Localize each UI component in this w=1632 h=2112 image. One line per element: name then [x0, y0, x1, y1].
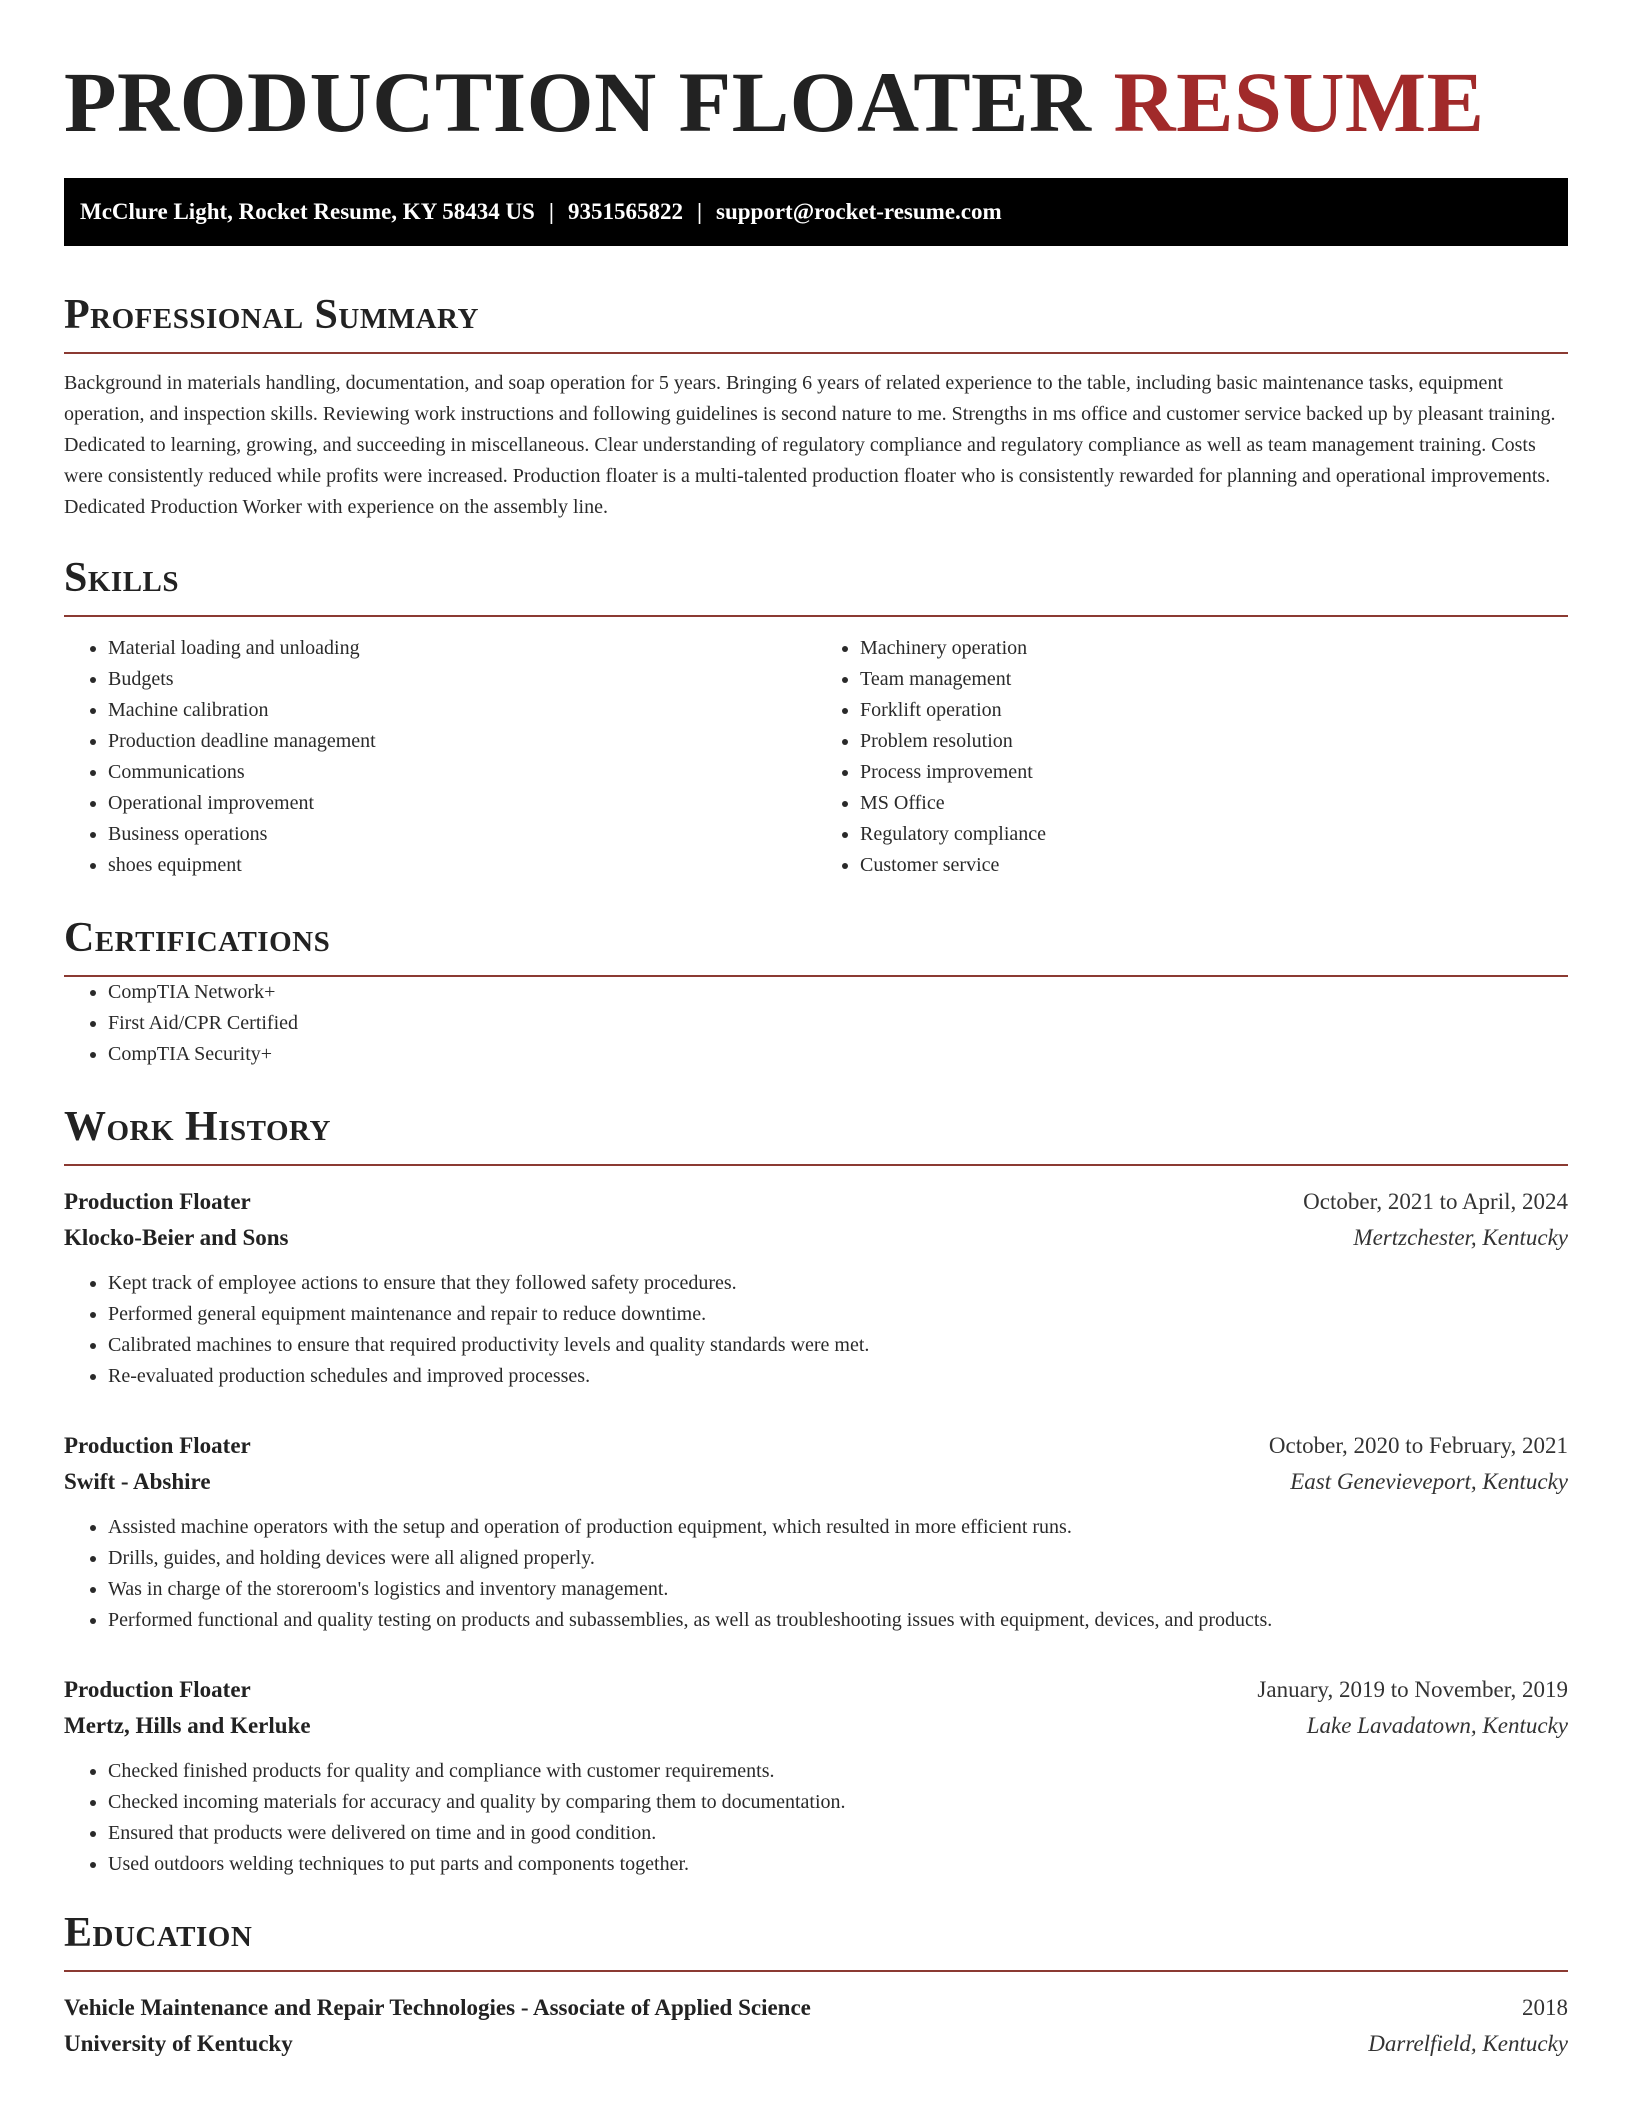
job-location: Mertzchester, Kentucky [1353, 1225, 1568, 1250]
job-dates: October, 2021 to April, 2024 [1303, 1189, 1568, 1214]
job-bullet: • Checked incoming materials for accuracy and quality by comparing them to documentation. [108, 1787, 1568, 1818]
job-title: Production Floater [64, 1677, 251, 1702]
certification-item: • First Aid/CPR Certified [108, 1008, 1568, 1039]
job-entry [64, 1428, 1568, 1636]
skills-heading: Skills [64, 555, 180, 601]
certification-item: • CompTIA Security+ [108, 1039, 1568, 1070]
job-company-row [64, 1220, 1568, 1256]
skills-grid [64, 633, 1568, 881]
skill-item: • Budgets [108, 664, 816, 695]
job-header-row [64, 1428, 1568, 1464]
job-bullet: • Drills, guides, and holding devices were all aligned properly. [108, 1543, 1568, 1574]
skill-item: • Operational improvement [108, 788, 816, 819]
summary-section [64, 290, 1568, 523]
contact-bar [64, 178, 1568, 246]
skills-section [64, 553, 1568, 881]
education-heading: Education [64, 1910, 253, 1956]
education-school: University of Kentucky [64, 2031, 293, 2056]
section-divider [64, 1164, 1568, 1166]
skill-item: • Machine calibration [108, 695, 816, 726]
skill-item: • MS Office [860, 788, 1568, 819]
skill-item: • Forklift operation [860, 695, 1568, 726]
work-history-heading: Work History [64, 1104, 331, 1150]
skill-item: • Process improvement [860, 757, 1568, 788]
job-entry [64, 1672, 1568, 1880]
job-company-row [64, 1708, 1568, 1744]
skill-item: • Communications [108, 757, 816, 788]
job-bullets [64, 1268, 1568, 1392]
education-location: Darrelfield, Kentucky [1368, 2031, 1568, 2056]
job-bullets [64, 1512, 1568, 1636]
resume-title [64, 54, 1568, 150]
job-location: Lake Lavadatown, Kentucky [1306, 1713, 1568, 1738]
education-school-row [64, 2026, 1568, 2062]
title-accent: RESUME [1113, 54, 1485, 150]
job-title: Production Floater [64, 1433, 251, 1458]
skill-item: • Production deadline management [108, 726, 816, 757]
education-entry [64, 1990, 1568, 2062]
job-dates: October, 2020 to February, 2021 [1268, 1433, 1568, 1458]
job-bullet: • Used outdoors welding techniques to put parts and components together. [108, 1849, 1568, 1880]
contact-email[interactable]: support@rocket-resume.com [716, 199, 1002, 224]
job-bullet: • Assisted machine operators with the setup and operation of production equipment, which resulted in more efficient runs. [108, 1512, 1568, 1543]
work-history-section [64, 1102, 1568, 1880]
skill-item: • shoes equipment [108, 850, 816, 881]
job-bullet: • Performed functional and quality testing on products and subassemblies, as well as troubleshooting issues with equipment, devices, and products. [108, 1605, 1568, 1636]
title-main: PRODUCTION FLOATER [64, 54, 1092, 150]
certifications-list [64, 977, 1568, 1070]
job-bullet: • Was in charge of the storeroom's logistics and inventory management. [108, 1574, 1568, 1605]
contact-separator: | [548, 199, 554, 224]
job-company: Swift - Abshire [64, 1469, 211, 1494]
summary-text: Background in materials handling, documentation, and soap operation for 5 years. Bringing 6 years of related experience to the table, including basic maintenance tasks, equipment operation, and inspection skills. Reviewing work instructions and following guidelines is second nature to me. Strengths in ms office and customer service backed up by pleasant training. Dedicated to learning, growing, and succeeding in miscellaneous. Clear understanding of regulatory compliance and regulatory compliance as well as team management training. Costs were consistently reduced while profits were increased. Production floater is a multi-talented production floater who is consistently rewarded for planning and operational improvements. Dedicated Production Worker with experience on the assembly line. [64, 372, 1556, 518]
skills-list-right [816, 633, 1568, 881]
skill-item: • Machinery operation [860, 633, 1568, 664]
skill-item: • Customer service [860, 850, 1568, 881]
skills-list-left [64, 633, 816, 881]
skill-item: • Team management [860, 664, 1568, 695]
job-header-row [64, 1184, 1568, 1220]
skill-item: • Material loading and unloading [108, 633, 816, 664]
skill-item: • Regulatory compliance [860, 819, 1568, 850]
job-bullet: • Performed general equipment maintenance and repair to reduce downtime. [108, 1299, 1568, 1330]
section-divider [64, 1970, 1568, 1972]
job-bullet: • Re-evaluated production schedules and improved processes. [108, 1361, 1568, 1392]
job-company: Klocko-Beier and Sons [64, 1225, 289, 1250]
job-bullet: • Ensured that products were delivered on time and in good condition. [108, 1818, 1568, 1849]
job-location: East Genevieveport, Kentucky [1290, 1469, 1568, 1494]
job-bullets [64, 1756, 1568, 1880]
education-section [64, 1908, 1568, 2062]
job-bullet: • Kept track of employee actions to ensure that they followed safety procedures. [108, 1268, 1568, 1299]
education-degree-row [64, 1990, 1568, 2026]
contact-address: McClure Light, Rocket Resume, KY 58434 US [80, 199, 535, 224]
section-divider [64, 352, 1568, 354]
job-dates: January, 2019 to November, 2019 [1257, 1677, 1568, 1702]
summary-heading: Professional Summary [64, 292, 479, 338]
job-entry [64, 1184, 1568, 1392]
certifications-section [64, 913, 1568, 1070]
certification-item: • CompTIA Network+ [108, 977, 1568, 1008]
skill-item: • Problem resolution [860, 726, 1568, 757]
job-bullet: • Calibrated machines to ensure that required productivity levels and quality standards were met. [108, 1330, 1568, 1361]
education-year: 2018 [1522, 1995, 1568, 2020]
education-degree: Vehicle Maintenance and Repair Technologies - Associate of Applied Science [64, 1995, 811, 2020]
job-bullet: • Checked finished products for quality and compliance with customer requirements. [108, 1756, 1568, 1787]
certifications-heading: Certifications [64, 915, 331, 961]
job-header-row [64, 1672, 1568, 1708]
contact-separator: | [696, 199, 703, 224]
job-company-row [64, 1464, 1568, 1500]
contact-phone: 9351565822 [567, 199, 683, 224]
section-divider [64, 615, 1568, 617]
job-title: Production Floater [64, 1189, 251, 1214]
skill-item: • Business operations [108, 819, 816, 850]
job-company: Mertz, Hills and Kerluke [64, 1713, 311, 1738]
